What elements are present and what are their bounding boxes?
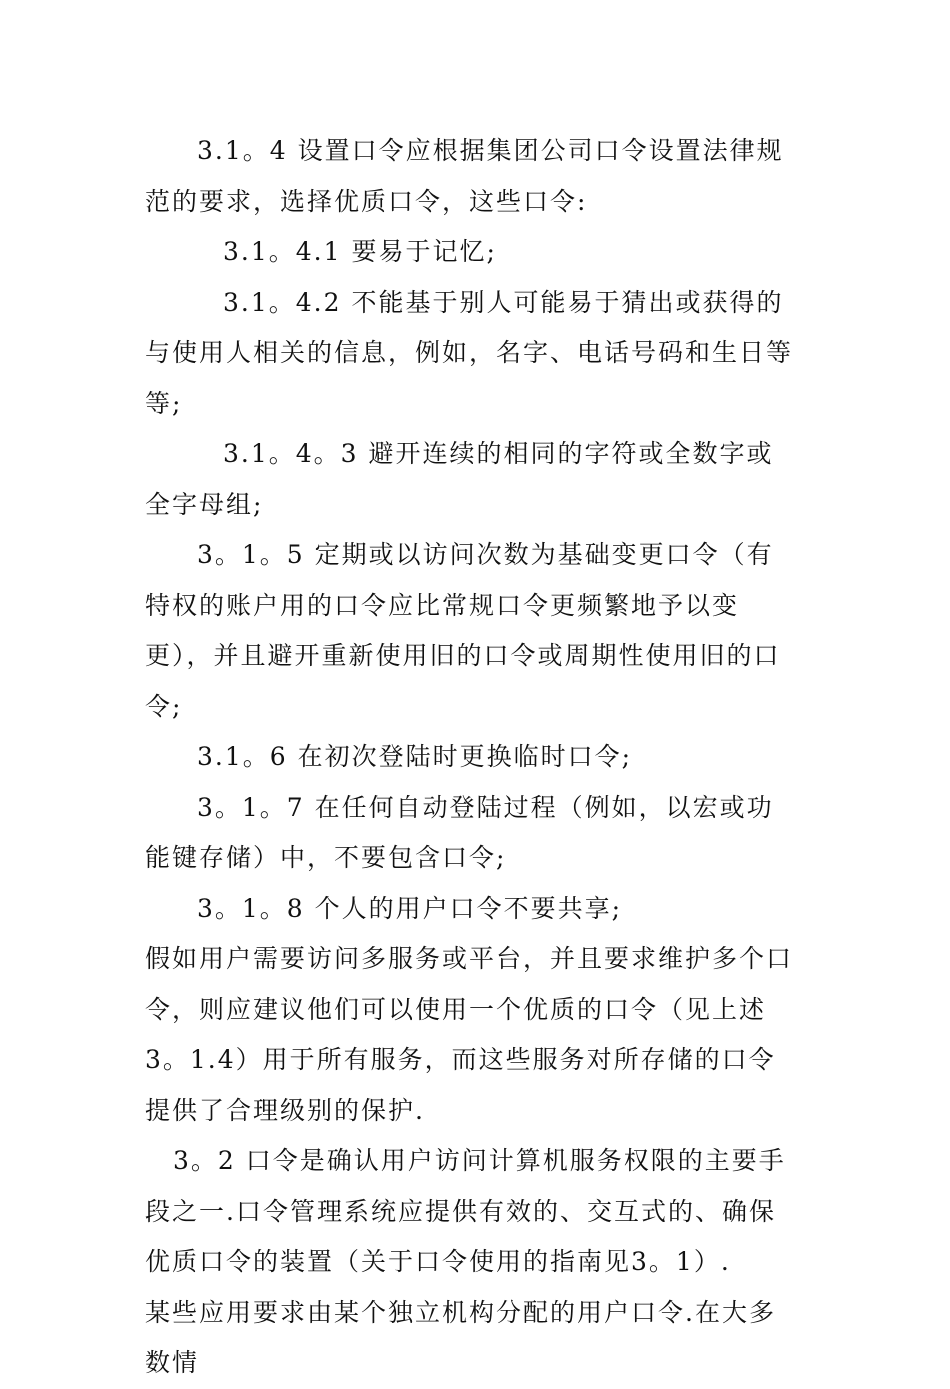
paragraph-3-2: 3。2 口令是确认用户访问计算机服务权限的主要手段之一.口令管理系统应提供有效的、交互式的、确保优质口令的装置（关于口令使用的指南见3。1）. (145, 1146, 786, 1276)
paragraph-3-1-4-1: 3.1。4.1 要易于记忆; (223, 237, 497, 266)
paragraph-independent-agency: 某些应用要求由某个独立机构分配的用户口令.在大多数情 (145, 1297, 776, 1377)
paragraph-3-1-6: 3.1。6 在初次登陆时更换临时口令; (197, 742, 633, 771)
paragraph-3-1-8: 3。1。8 个人的用户口令不要共享; (197, 893, 623, 923)
document-body (145, 126, 800, 1389)
paragraph-multiple-passwords: 假如用户需要访问多服务或平台，并且要求维护多个口令，则应建议他们可以使用一个优质的口令（见上述3。1.4）用于所有服务，而这些服务对所存储的口令提供了合理级别的保护. (145, 944, 794, 1125)
paragraph-3-1-4: 3.1。4 设置口令应根据集团公司口令设置法律规范的要求，选择优质口令，这些口令: (145, 136, 784, 216)
paragraph-3-1-4-3: 3.1。4。3 避开连续的相同的字符或全数字或全字母组; (145, 439, 774, 519)
paragraph-3-1-7: 3。1。7 在任何自动登陆过程（例如，以宏或功能键存储）中，不要包含口令; (145, 792, 774, 872)
paragraph-3-1-4-2: 3.1。4.2 不能基于别人可能易于猜出或获得的与使用人相关的信息，例如，名字、电话号码和生日等等; (145, 287, 794, 418)
paragraph-3-1-5: 3。1。5 定期或以访问次数为基础变更口令（有特权的账户用的口令应比常规口令更频繁地予以变更），并且避开重新使用旧的口令或周期性使用旧的口令; (145, 540, 781, 721)
